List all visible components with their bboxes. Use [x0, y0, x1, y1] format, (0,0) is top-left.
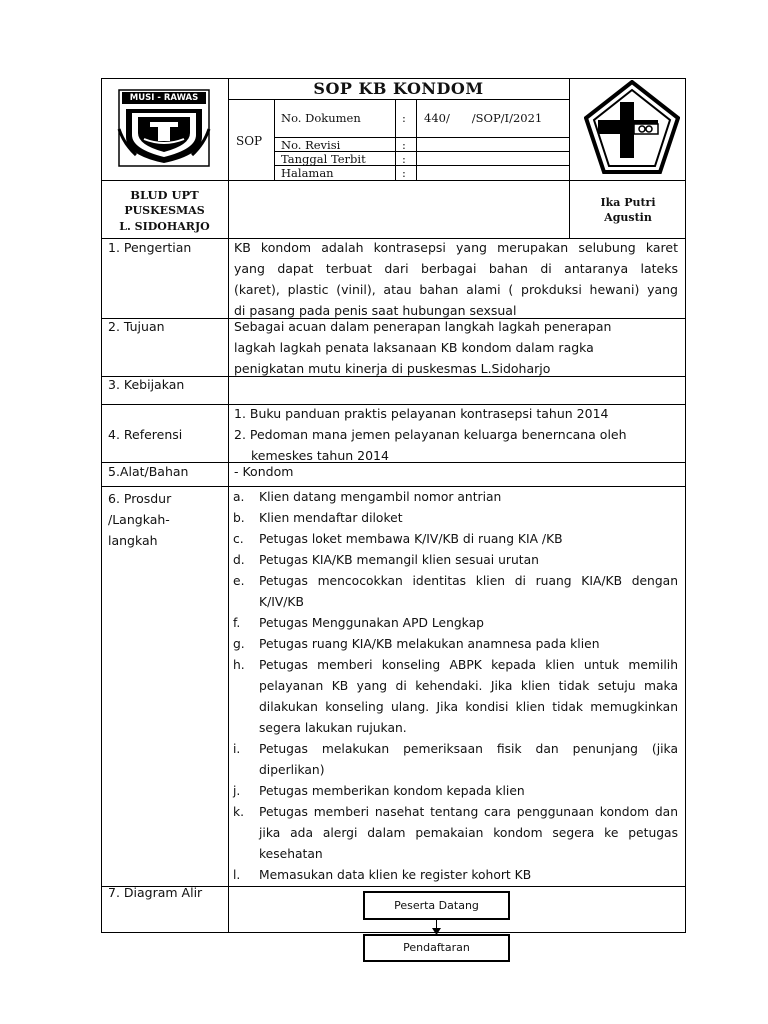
section-label-alat: 5.Alat/Bahan	[108, 464, 189, 479]
field-separator: :	[402, 152, 406, 166]
section-text-pengertian	[234, 237, 678, 318]
step-marker: g.	[233, 637, 245, 651]
step-text: Petugas mencocokkan identitas klien di ruang KIA/KB dengan K/IV/KB	[259, 574, 678, 609]
step-marker: e.	[233, 574, 245, 588]
step-marker: j.	[233, 784, 241, 798]
reference-item: 2. Pedoman mana jemen pelayanan keluarga benerncana oleh	[234, 427, 627, 442]
step-marker: a.	[233, 490, 245, 504]
procedure-step	[233, 550, 678, 571]
column-divider	[416, 99, 417, 180]
step-marker: f.	[233, 616, 241, 630]
header-divider	[228, 99, 569, 100]
org-name: PUSKESMAS	[124, 204, 205, 217]
step-text: Klien datang mengambil nomor antrian	[259, 490, 502, 504]
step-marker: k.	[233, 805, 245, 819]
document-title: SOP KB KONDOM	[313, 79, 484, 98]
field-value: 440/ /SOP/I/2021	[424, 111, 543, 125]
field-label: Tanggal Terbit	[281, 152, 366, 166]
step-text: Petugas Menggunakan APD Lengkap	[259, 616, 484, 630]
section-text-tujuan	[234, 316, 678, 379]
column-divider	[228, 78, 229, 933]
procedure-step	[233, 529, 678, 550]
field-label: Halaman	[281, 166, 334, 180]
signer-name: Agustin	[604, 211, 652, 224]
label-line: /Langkah-	[108, 512, 170, 527]
column-divider	[395, 99, 396, 180]
step-text: Petugas ruang KIA/KB melakukan anamnesa pada klien	[259, 637, 600, 651]
section-text-referensi	[234, 403, 678, 466]
field-separator: :	[402, 166, 406, 180]
procedure-step	[233, 613, 678, 634]
text-line: (karet), plastic (vinil), atau bahan alami ( prokduksi hewani) yang	[234, 282, 678, 297]
logo-text: MUSI - RAWAS	[129, 93, 199, 103]
procedure-step	[233, 508, 678, 529]
text-line: di pasang pada penis saat hubungan sexsual	[234, 303, 517, 318]
procedure-step	[233, 487, 678, 508]
procedure-step	[233, 655, 678, 739]
step-text: Klien mendaftar diloket	[259, 511, 403, 525]
text-line: penigkatan mutu kinerja di puskesmas L.Sidoharjo	[234, 361, 551, 376]
reference-item: 1. Buku panduan praktis pelayanan kontrasepsi tahun 2014	[234, 406, 609, 421]
sop-label: SOP	[236, 134, 263, 148]
step-text: Petugas loket membawa K/IV/KB di ruang KIA /KB	[259, 532, 563, 546]
section-label-pengertian: 1. Pengertian	[108, 240, 192, 255]
label-line: 6. Prosdur	[108, 491, 172, 506]
section-label-diagram: 7. Diagram Alir	[108, 885, 203, 900]
text-line: lagkah lagkah penata laksanaan KB kondom dalam ragka	[234, 340, 594, 355]
step-marker: i.	[233, 742, 241, 756]
label-line: langkah	[108, 533, 158, 548]
field-separator: :	[402, 111, 406, 125]
procedure-step	[233, 571, 678, 613]
procedure-step	[233, 865, 678, 886]
section-label-tujuan: 2. Tujuan	[108, 319, 165, 334]
step-marker: b.	[233, 511, 245, 525]
procedure-step	[233, 781, 678, 802]
step-text: Petugas memberi konseling ABPK kepada klien untuk memilih pelayanan KB yang di kehendaki. Jika klien tidak setuju maka dilakukan konseling ulang. Jika kondisi klien tidak memugkinkan segera lakukan rujukan.	[259, 658, 678, 735]
procedure-step	[233, 802, 678, 865]
org-location: L. SIDOHARJO	[119, 220, 210, 233]
procedure-step	[233, 739, 678, 781]
text-line: KB kondom adalah kontrasepsi yang merupakan selubung karet	[234, 240, 678, 255]
step-marker: l.	[233, 868, 241, 882]
section-label-prosedur	[108, 488, 171, 551]
section-label-kebijakan: 3. Kebijakan	[108, 377, 185, 392]
org-name: BLUD UPT	[130, 188, 199, 202]
reference-item: kemeskes tahun 2014	[251, 448, 389, 463]
step-marker: d.	[233, 553, 245, 567]
step-text: Petugas memberikan kondom kepada klien	[259, 784, 525, 798]
procedure-list	[233, 487, 678, 886]
musi-rawas-logo	[116, 89, 212, 167]
step-text: Petugas KIA/KB memangil klien sesuai urutan	[259, 553, 539, 567]
row-divider	[101, 180, 686, 181]
puskesmas-emblem	[584, 80, 680, 176]
flow-box-pendaftaran: Pendaftaran	[363, 934, 510, 962]
flow-box-peserta-datang: Peserta Datang	[363, 891, 510, 920]
step-marker: h.	[233, 658, 245, 672]
step-text: Petugas melakukan pemeriksaan fisik dan penunjang (jika diperlikan)	[259, 742, 678, 777]
section-label-referensi: 4. Referensi	[108, 427, 183, 442]
section-value-alat: - Kondom	[234, 464, 294, 479]
signer-name: Ika Putri	[600, 196, 656, 209]
procedure-step	[233, 634, 678, 655]
field-separator: :	[402, 138, 406, 152]
column-divider	[274, 99, 275, 180]
step-marker: c.	[233, 532, 244, 546]
field-label: No. Revisi	[281, 138, 341, 152]
field-label: No. Dokumen	[281, 111, 361, 125]
step-text: Memasukan data klien ke register kohort KB	[259, 868, 532, 882]
text-line: yang dapat terbuat dari berbagai bahan di antaranya lateks	[234, 261, 678, 276]
text-line: Sebagai acuan dalam penerapan langkah lagkah penerapan	[234, 319, 612, 334]
step-text: Petugas memberi nasehat tentang cara penggunaan kondom dan jika ada alergi dalam pemakaian kondom segera ke petugas kesehatan	[259, 805, 678, 861]
